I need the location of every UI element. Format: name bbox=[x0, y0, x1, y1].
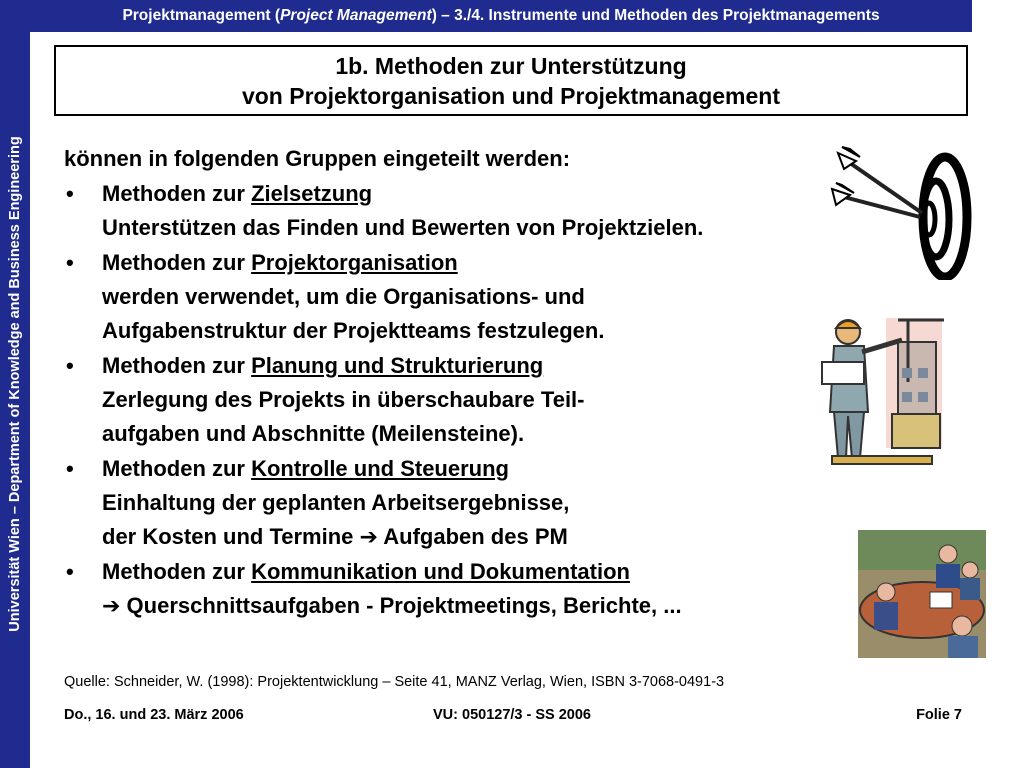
architect-with-building-icon bbox=[798, 312, 966, 472]
item-topic: Zielsetzung bbox=[251, 181, 373, 206]
item-description bbox=[102, 589, 894, 623]
title-line-1: 1b. Methoden zur Unterstützung bbox=[335, 52, 687, 79]
item-prefix: Methoden zur bbox=[102, 181, 252, 206]
list-item-planung bbox=[64, 349, 894, 451]
footer-date: Do., 16. und 23. März 2006 bbox=[64, 707, 244, 723]
item-prefix: Methoden zur bbox=[102, 353, 252, 378]
item-topic: Kommunikation und Dokumentation bbox=[251, 559, 630, 584]
item-description: Einhaltung der geplanten Arbeitsergebnisse, bbox=[102, 490, 570, 515]
item-prefix: Methoden zur bbox=[102, 456, 252, 481]
list-item-projektorganisation bbox=[64, 246, 894, 348]
bullet-icon: • bbox=[66, 250, 74, 275]
footer-slide-number: Folie 7 bbox=[916, 707, 962, 723]
item-text: Querschnittsaufgaben - Projektmeetings, Berichte, ... bbox=[120, 593, 682, 618]
list-item-kommunikation bbox=[64, 555, 894, 623]
item-topic: Planung und Strukturierung bbox=[251, 353, 544, 378]
slide-content bbox=[64, 142, 894, 623]
arrow-right-icon: ➔ bbox=[359, 524, 378, 549]
target-with-darts-icon bbox=[830, 145, 978, 280]
intro-text: können in folgenden Gruppen eingeteilt werden: bbox=[64, 146, 571, 171]
item-topic: Kontrolle und Steuerung bbox=[251, 456, 509, 481]
footer-course: VU: 050127/3 - SS 2006 bbox=[433, 707, 591, 723]
sidebar-affiliation: Universität Wien – Department of Knowledge and Business Engineering bbox=[7, 136, 23, 632]
bullet-icon: • bbox=[66, 181, 74, 206]
bullet-icon: • bbox=[66, 353, 74, 378]
item-description: aufgaben und Abschnitte (Meilensteine). bbox=[102, 421, 525, 446]
list-item-zielsetzung bbox=[64, 177, 894, 245]
method-list bbox=[64, 177, 894, 623]
bullet-icon: • bbox=[66, 559, 74, 584]
item-description: Unterstützen das Finden und Bewerten von Projektzielen. bbox=[102, 215, 704, 240]
item-prefix: Methoden zur bbox=[102, 250, 252, 275]
list-item-kontrolle bbox=[64, 452, 894, 554]
header-prefix: Projektmanagement ( bbox=[122, 7, 281, 24]
header-italic: Project Management bbox=[280, 7, 432, 24]
header-text bbox=[122, 7, 879, 25]
header-bar bbox=[30, 0, 972, 32]
header-suffix: ) – 3./4. Instrumente und Methoden des Projektmanagements bbox=[431, 7, 880, 24]
bullet-icon: • bbox=[66, 456, 74, 481]
item-description bbox=[102, 520, 894, 554]
item-topic: Projektorganisation bbox=[251, 250, 458, 275]
item-text: der Kosten und Termine bbox=[102, 524, 360, 549]
arrow-right-icon: ➔ bbox=[102, 593, 121, 618]
item-prefix: Methoden zur bbox=[102, 559, 252, 584]
title-line-2: von Projektorganisation und Projektmanagement bbox=[241, 82, 781, 109]
item-text: Aufgaben des PM bbox=[377, 524, 568, 549]
sidebar bbox=[0, 0, 30, 768]
item-description: Aufgabenstruktur der Projektteams festzulegen. bbox=[102, 318, 605, 343]
meeting-icon bbox=[858, 530, 986, 658]
item-description: Zerlegung des Projekts in überschaubare Teil- bbox=[102, 387, 585, 412]
slide-title bbox=[54, 45, 968, 116]
source-citation: Quelle: Schneider, W. (1998): Projektentwicklung – Seite 41, MANZ Verlag, Wien, ISBN 3-7068-0491-3 bbox=[64, 674, 725, 690]
item-description: werden verwendet, um die Organisations- und bbox=[102, 284, 585, 309]
